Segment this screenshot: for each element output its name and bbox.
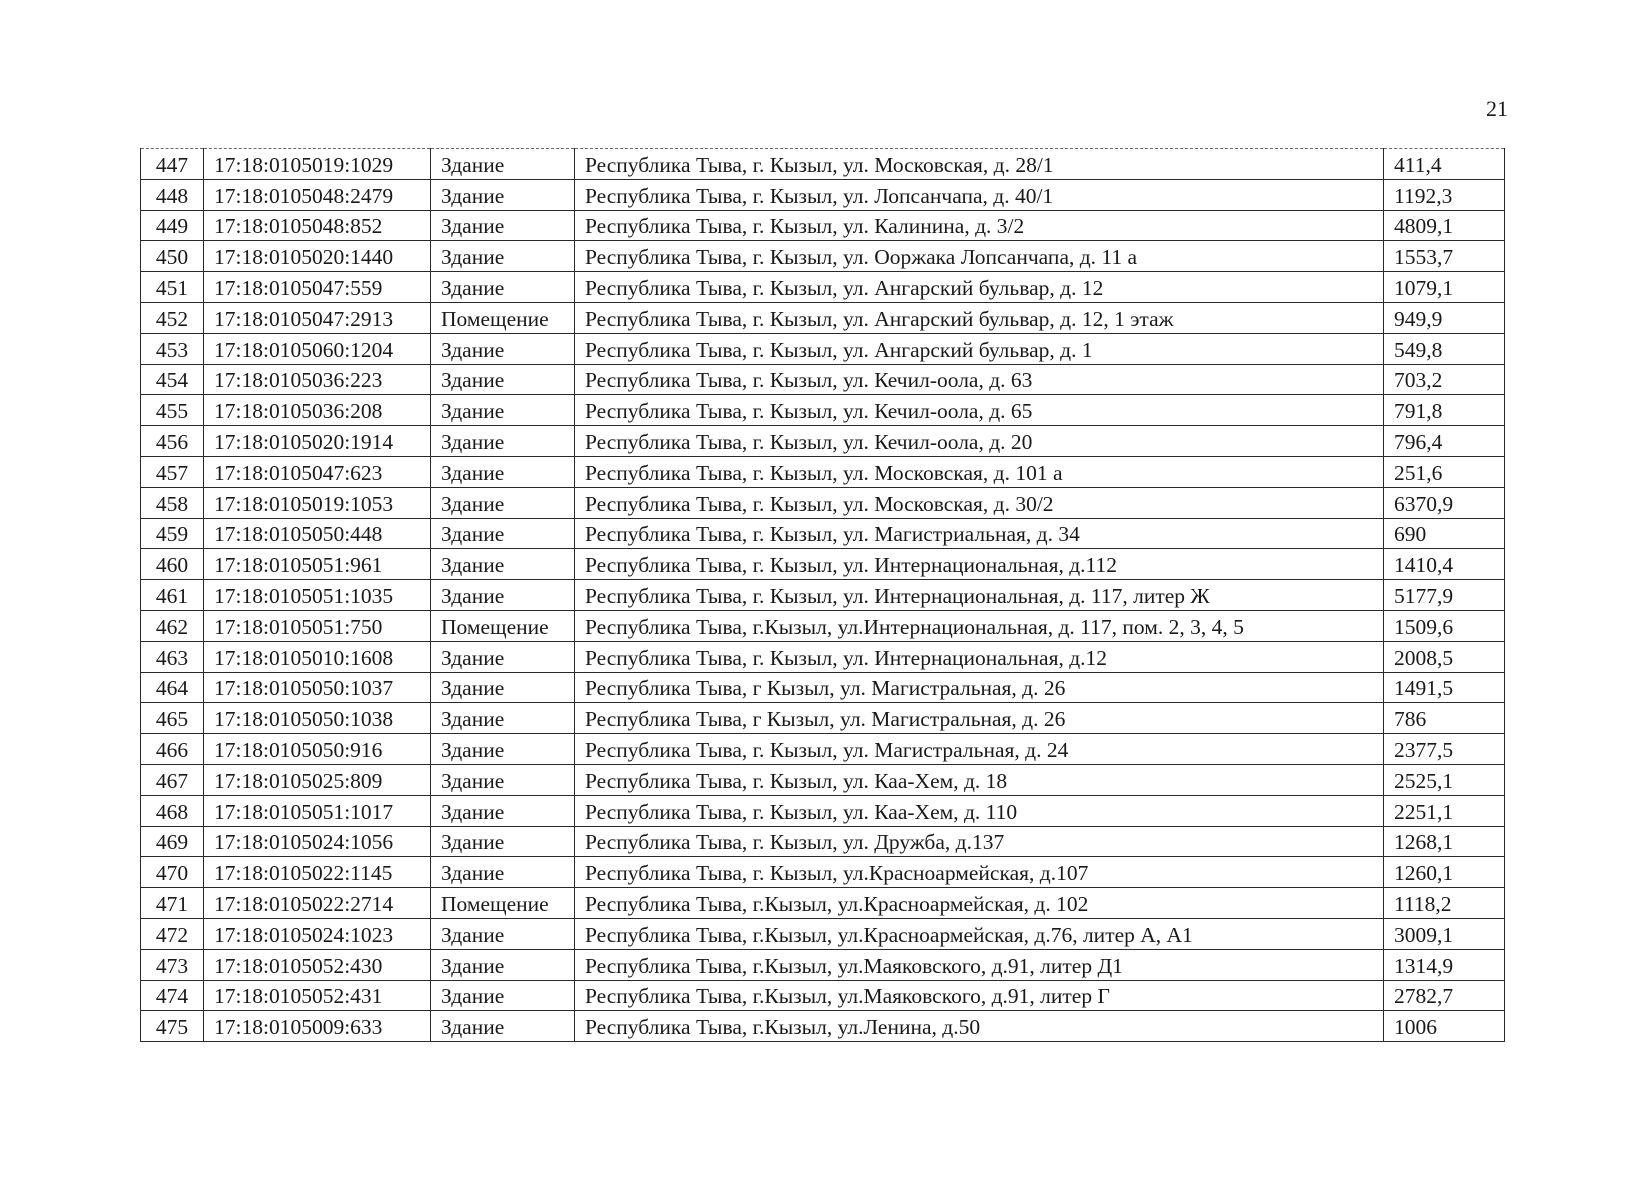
table-row: [141, 179, 1505, 210]
row-number-cell: 451: [141, 272, 204, 303]
object-type-cell: Здание: [431, 333, 575, 364]
row-number-cell: 471: [141, 888, 204, 919]
address-cell: Республика Тыва, г. Кызыл, ул. Московская, д. 28/1: [575, 149, 1384, 180]
address-cell: Республика Тыва, г. Кызыл, ул. Лопсанчапа, д. 40/1: [575, 179, 1384, 210]
area-cell: 4809,1: [1384, 210, 1505, 241]
address-cell: Республика Тыва, г. Кызыл, ул. Московская, д. 101 а: [575, 456, 1384, 487]
object-type-cell: Здание: [431, 456, 575, 487]
address-cell: Республика Тыва, г. Кызыл, ул. Кечил-оола, д. 65: [575, 395, 1384, 426]
row-number-cell: 448: [141, 179, 204, 210]
table-row: [141, 426, 1505, 457]
cadastral-number-cell: 17:18:0105025:809: [204, 764, 431, 795]
row-number-cell: 466: [141, 734, 204, 765]
object-type-cell: Здание: [431, 795, 575, 826]
area-cell: 2251,1: [1384, 795, 1505, 826]
table-row: [141, 795, 1505, 826]
table-row: [141, 888, 1505, 919]
cadastral-number-cell: 17:18:0105051:750: [204, 610, 431, 641]
area-cell: 949,9: [1384, 302, 1505, 333]
object-type-cell: Здание: [431, 179, 575, 210]
row-number-cell: 467: [141, 764, 204, 795]
table-row: [141, 980, 1505, 1011]
object-type-cell: Здание: [431, 641, 575, 672]
object-type-cell: Здание: [431, 918, 575, 949]
cadastral-number-cell: 17:18:0105009:633: [204, 1011, 431, 1042]
object-type-cell: Здание: [431, 549, 575, 580]
cadastral-number-cell: 17:18:0105051:1035: [204, 580, 431, 611]
area-cell: 251,6: [1384, 456, 1505, 487]
address-cell: Республика Тыва, г. Кызыл, ул.Красноармейская, д.107: [575, 857, 1384, 888]
object-type-cell: Здание: [431, 426, 575, 457]
address-cell: Республика Тыва, г. Кызыл, ул. Калинина, д. 3/2: [575, 210, 1384, 241]
object-type-cell: Помещение: [431, 888, 575, 919]
row-number-cell: 472: [141, 918, 204, 949]
page-number: 21: [1486, 96, 1508, 121]
row-number-cell: 473: [141, 949, 204, 980]
area-cell: 1192,3: [1384, 179, 1505, 210]
cadastral-number-cell: 17:18:0105052:431: [204, 980, 431, 1011]
table-row: [141, 333, 1505, 364]
cadastral-number-cell: 17:18:0105020:1440: [204, 241, 431, 272]
address-cell: Республика Тыва, г. Кызыл, ул. Каа-Хем, д. 110: [575, 795, 1384, 826]
address-cell: Республика Тыва, г.Кызыл, ул.Ленина, д.50: [575, 1011, 1384, 1042]
area-cell: 411,4: [1384, 149, 1505, 180]
cadastral-number-cell: 17:18:0105050:1038: [204, 703, 431, 734]
row-number-cell: 470: [141, 857, 204, 888]
table-row: [141, 395, 1505, 426]
table-row: [141, 210, 1505, 241]
cadastral-number-cell: 17:18:0105036:208: [204, 395, 431, 426]
table-row: [141, 549, 1505, 580]
row-number-cell: 463: [141, 641, 204, 672]
table-row: [141, 734, 1505, 765]
address-cell: Республика Тыва, г.Кызыл, ул.Интернациональная, д. 117, пом. 2, 3, 4, 5: [575, 610, 1384, 641]
row-number-cell: 464: [141, 672, 204, 703]
address-cell: Республика Тыва, г. Кызыл, ул. Интернациональная, д.12: [575, 641, 1384, 672]
row-number-cell: 457: [141, 456, 204, 487]
table-row: [141, 364, 1505, 395]
table-row: [141, 272, 1505, 303]
table-row: [141, 641, 1505, 672]
row-number-cell: 475: [141, 1011, 204, 1042]
row-number-cell: 449: [141, 210, 204, 241]
area-cell: 703,2: [1384, 364, 1505, 395]
object-type-cell: Здание: [431, 980, 575, 1011]
address-cell: Республика Тыва, г Кызыл, ул. Магистральная, д. 26: [575, 703, 1384, 734]
row-number-cell: 465: [141, 703, 204, 734]
area-cell: 6370,9: [1384, 487, 1505, 518]
table-row: [141, 949, 1505, 980]
cadastral-number-cell: 17:18:0105047:623: [204, 456, 431, 487]
cadastral-number-cell: 17:18:0105051:961: [204, 549, 431, 580]
area-cell: 690: [1384, 518, 1505, 549]
cadastral-number-cell: 17:18:0105019:1053: [204, 487, 431, 518]
row-number-cell: 455: [141, 395, 204, 426]
address-cell: Республика Тыва, г. Кызыл, ул. Московская, д. 30/2: [575, 487, 1384, 518]
row-number-cell: 456: [141, 426, 204, 457]
row-number-cell: 474: [141, 980, 204, 1011]
object-type-cell: Здание: [431, 734, 575, 765]
cadastral-number-cell: 17:18:0105050:916: [204, 734, 431, 765]
area-cell: 1314,9: [1384, 949, 1505, 980]
area-cell: 1491,5: [1384, 672, 1505, 703]
cadastral-number-cell: 17:18:0105050:448: [204, 518, 431, 549]
area-cell: 1553,7: [1384, 241, 1505, 272]
table-row: [141, 857, 1505, 888]
row-number-cell: 461: [141, 580, 204, 611]
object-type-cell: Здание: [431, 518, 575, 549]
object-type-cell: Здание: [431, 949, 575, 980]
address-cell: Республика Тыва, г.Кызыл, ул.Маяковского, д.91, литер Г: [575, 980, 1384, 1011]
object-type-cell: Здание: [431, 241, 575, 272]
address-cell: Республика Тыва, г. Кызыл, ул. Кечил-оола, д. 20: [575, 426, 1384, 457]
row-number-cell: 450: [141, 241, 204, 272]
cadastral-number-cell: 17:18:0105022:1145: [204, 857, 431, 888]
address-cell: Республика Тыва, г.Кызыл, ул.Маяковского, д.91, литер Д1: [575, 949, 1384, 980]
object-type-cell: Здание: [431, 703, 575, 734]
object-type-cell: Здание: [431, 395, 575, 426]
cadastral-number-cell: 17:18:0105048:2479: [204, 179, 431, 210]
area-cell: 3009,1: [1384, 918, 1505, 949]
object-type-cell: Здание: [431, 210, 575, 241]
area-cell: 2377,5: [1384, 734, 1505, 765]
cadastral-number-cell: 17:18:0105022:2714: [204, 888, 431, 919]
address-cell: Республика Тыва, г.Кызыл, ул.Красноармейская, д.76, литер А, А1: [575, 918, 1384, 949]
property-registry-table: [140, 148, 1505, 1042]
table-row: [141, 302, 1505, 333]
table-row: [141, 672, 1505, 703]
cadastral-number-cell: 17:18:0105048:852: [204, 210, 431, 241]
row-number-cell: 459: [141, 518, 204, 549]
object-type-cell: Здание: [431, 764, 575, 795]
address-cell: Республика Тыва, г. Кызыл, ул. Интернациональная, д. 117, литер Ж: [575, 580, 1384, 611]
area-cell: 1006: [1384, 1011, 1505, 1042]
object-type-cell: Здание: [431, 857, 575, 888]
table-row: [141, 703, 1505, 734]
cadastral-number-cell: 17:18:0105024:1023: [204, 918, 431, 949]
table-row: [141, 826, 1505, 857]
object-type-cell: Здание: [431, 826, 575, 857]
row-number-cell: 468: [141, 795, 204, 826]
area-cell: 2525,1: [1384, 764, 1505, 795]
object-type-cell: Здание: [431, 149, 575, 180]
address-cell: Республика Тыва, г. Кызыл, ул. Кечил-оола, д. 63: [575, 364, 1384, 395]
object-type-cell: Здание: [431, 672, 575, 703]
cadastral-number-cell: 17:18:0105019:1029: [204, 149, 431, 180]
row-number-cell: 454: [141, 364, 204, 395]
area-cell: 1260,1: [1384, 857, 1505, 888]
address-cell: Республика Тыва, г. Кызыл, ул. Магистральная, д. 24: [575, 734, 1384, 765]
row-number-cell: 447: [141, 149, 204, 180]
cadastral-number-cell: 17:18:0105047:559: [204, 272, 431, 303]
area-cell: 5177,9: [1384, 580, 1505, 611]
object-type-cell: Здание: [431, 364, 575, 395]
area-cell: 1509,6: [1384, 610, 1505, 641]
cadastral-number-cell: 17:18:0105036:223: [204, 364, 431, 395]
table-row: [141, 456, 1505, 487]
area-cell: 2008,5: [1384, 641, 1505, 672]
object-type-cell: Здание: [431, 580, 575, 611]
table-row: [141, 149, 1505, 180]
address-cell: Республика Тыва, г. Кызыл, ул. Ангарский бульвар, д. 1: [575, 333, 1384, 364]
object-type-cell: Здание: [431, 1011, 575, 1042]
cadastral-number-cell: 17:18:0105047:2913: [204, 302, 431, 333]
area-cell: 796,4: [1384, 426, 1505, 457]
row-number-cell: 460: [141, 549, 204, 580]
cadastral-number-cell: 17:18:0105024:1056: [204, 826, 431, 857]
object-type-cell: Помещение: [431, 610, 575, 641]
area-cell: 1410,4: [1384, 549, 1505, 580]
registry-table-body: [141, 149, 1505, 1042]
area-cell: 1079,1: [1384, 272, 1505, 303]
area-cell: 2782,7: [1384, 980, 1505, 1011]
table-row: [141, 487, 1505, 518]
area-cell: 791,8: [1384, 395, 1505, 426]
table-row: [141, 610, 1505, 641]
address-cell: Республика Тыва, г. Кызыл, ул. Магистриальная, д. 34: [575, 518, 1384, 549]
address-cell: Республика Тыва, г. Кызыл, ул. Ангарский бульвар, д. 12: [575, 272, 1384, 303]
table-row: [141, 1011, 1505, 1042]
cadastral-number-cell: 17:18:0105051:1017: [204, 795, 431, 826]
table-row: [141, 764, 1505, 795]
cadastral-number-cell: 17:18:0105050:1037: [204, 672, 431, 703]
address-cell: Республика Тыва, г. Кызыл, ул. Ангарский бульвар, д. 12, 1 этаж: [575, 302, 1384, 333]
cadastral-number-cell: 17:18:0105060:1204: [204, 333, 431, 364]
row-number-cell: 469: [141, 826, 204, 857]
row-number-cell: 458: [141, 487, 204, 518]
object-type-cell: Здание: [431, 487, 575, 518]
area-cell: 1118,2: [1384, 888, 1505, 919]
row-number-cell: 462: [141, 610, 204, 641]
row-number-cell: 453: [141, 333, 204, 364]
area-cell: 786: [1384, 703, 1505, 734]
object-type-cell: Помещение: [431, 302, 575, 333]
cadastral-number-cell: 17:18:0105052:430: [204, 949, 431, 980]
row-number-cell: 452: [141, 302, 204, 333]
table-row: [141, 518, 1505, 549]
table-row: [141, 580, 1505, 611]
cadastral-number-cell: 17:18:0105020:1914: [204, 426, 431, 457]
area-cell: 549,8: [1384, 333, 1505, 364]
cadastral-number-cell: 17:18:0105010:1608: [204, 641, 431, 672]
address-cell: Республика Тыва, г. Кызыл, ул. Интернациональная, д.112: [575, 549, 1384, 580]
address-cell: Республика Тыва, г. Кызыл, ул. Каа-Хем, д. 18: [575, 764, 1384, 795]
address-cell: Республика Тыва, г. Кызыл, ул. Ооржака Лопсанчапа, д. 11 а: [575, 241, 1384, 272]
address-cell: Республика Тыва, г.Кызыл, ул.Красноармейская, д. 102: [575, 888, 1384, 919]
object-type-cell: Здание: [431, 272, 575, 303]
table-row: [141, 918, 1505, 949]
address-cell: Республика Тыва, г. Кызыл, ул. Дружба, д.137: [575, 826, 1384, 857]
area-cell: 1268,1: [1384, 826, 1505, 857]
address-cell: Республика Тыва, г Кызыл, ул. Магистральная, д. 26: [575, 672, 1384, 703]
table-row: [141, 241, 1505, 272]
